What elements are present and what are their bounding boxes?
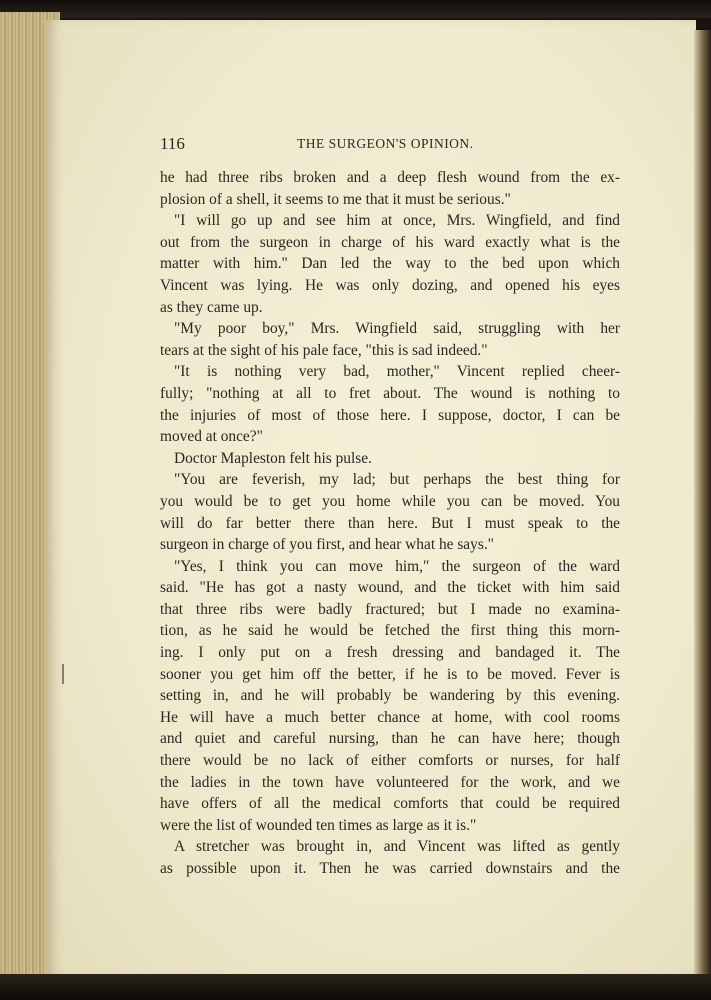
- text-line: plosion of a shell, it seems to me that it must be serious.": [160, 190, 511, 208]
- text-line: out from the surgeon in charge of his ward exactly what is the: [160, 233, 620, 251]
- body-text: [160, 167, 620, 880]
- text-line: "Yes, I think you can move him," the surgeon of the ward: [174, 557, 620, 575]
- scan-top-border: [0, 0, 711, 18]
- text-line: fully; "nothing at all to fret about. The wound is nothing to: [160, 384, 620, 402]
- page-right-edge: [694, 30, 711, 990]
- text-line: you would be to get you home while you can be moved. You: [160, 492, 620, 510]
- text-line: moved at once?": [160, 428, 263, 446]
- text-line: there would be no lack of either comforts or nurses, for half: [160, 752, 620, 770]
- text-line: said. "He has got a nasty wound, and the ticket with him said: [160, 579, 620, 597]
- text-line: sooner you get him off the better, if he is to be moved. Fever is: [160, 665, 620, 683]
- text-line: that three ribs were badly fractured; but I made no examina-: [160, 600, 620, 618]
- running-head: [160, 134, 620, 158]
- text-line: "It is nothing very bad, mother," Vincent replied cheer-: [174, 363, 620, 381]
- text-line: "I will go up and see him at once, Mrs. Wingfield, and find: [174, 212, 620, 230]
- text-line: "My poor boy," Mrs. Wingfield said, struggling with her: [174, 320, 620, 338]
- text-line: will do far better there than here. But I must speak to the: [160, 514, 620, 532]
- text-line: the injuries of most of those here. I suppose, doctor, I can be: [160, 406, 620, 424]
- text-line: matter with him." Dan led the way to the bed upon which: [160, 255, 620, 273]
- text-line: Doctor Mapleston felt his pulse.: [174, 449, 372, 467]
- text-line: "You are feverish, my lad; but perhaps the best thing for: [174, 471, 620, 489]
- text-line: surgeon in charge of you first, and hear what he says.": [160, 536, 494, 554]
- margin-mark: [62, 664, 64, 684]
- text-line: Vincent was lying. He was only dozing, and opened his eyes: [160, 276, 620, 294]
- text-line: as they came up.: [160, 298, 263, 316]
- text-line: as possible upon it. Then he was carried downstairs and the: [160, 860, 620, 877]
- text-line: He will have a much better chance at home, with cool rooms: [160, 708, 620, 726]
- text-line: ing. I only put on a fresh dressing and bandaged it. The: [160, 644, 620, 662]
- text-line: setting in, and he will probably be wandering by this evening.: [160, 687, 620, 705]
- running-title: THE SURGEON'S OPINION.: [297, 136, 474, 151]
- text-line: were the list of wounded ten times as large as it is.": [160, 816, 477, 834]
- text-line: tion, as he said he would be fetched the first thing this morn-: [160, 622, 620, 640]
- text-line: he had three ribs broken and a deep flesh wound from the ex-: [160, 169, 620, 186]
- text-line: have offers of all the medical comforts that could be required: [160, 795, 620, 813]
- text-line: the ladies in the town have volunteered for the work, and we: [160, 773, 620, 791]
- text-line: tears at the sight of his pale face, "this is sad indeed.": [160, 341, 488, 359]
- text-line: and quiet and careful nursing, than he can have here; though: [160, 730, 620, 748]
- page-number: 116: [160, 134, 185, 153]
- scan-bottom-border: [0, 974, 711, 1000]
- text-line: A stretcher was brought in, and Vincent was lifted as gently: [174, 838, 620, 856]
